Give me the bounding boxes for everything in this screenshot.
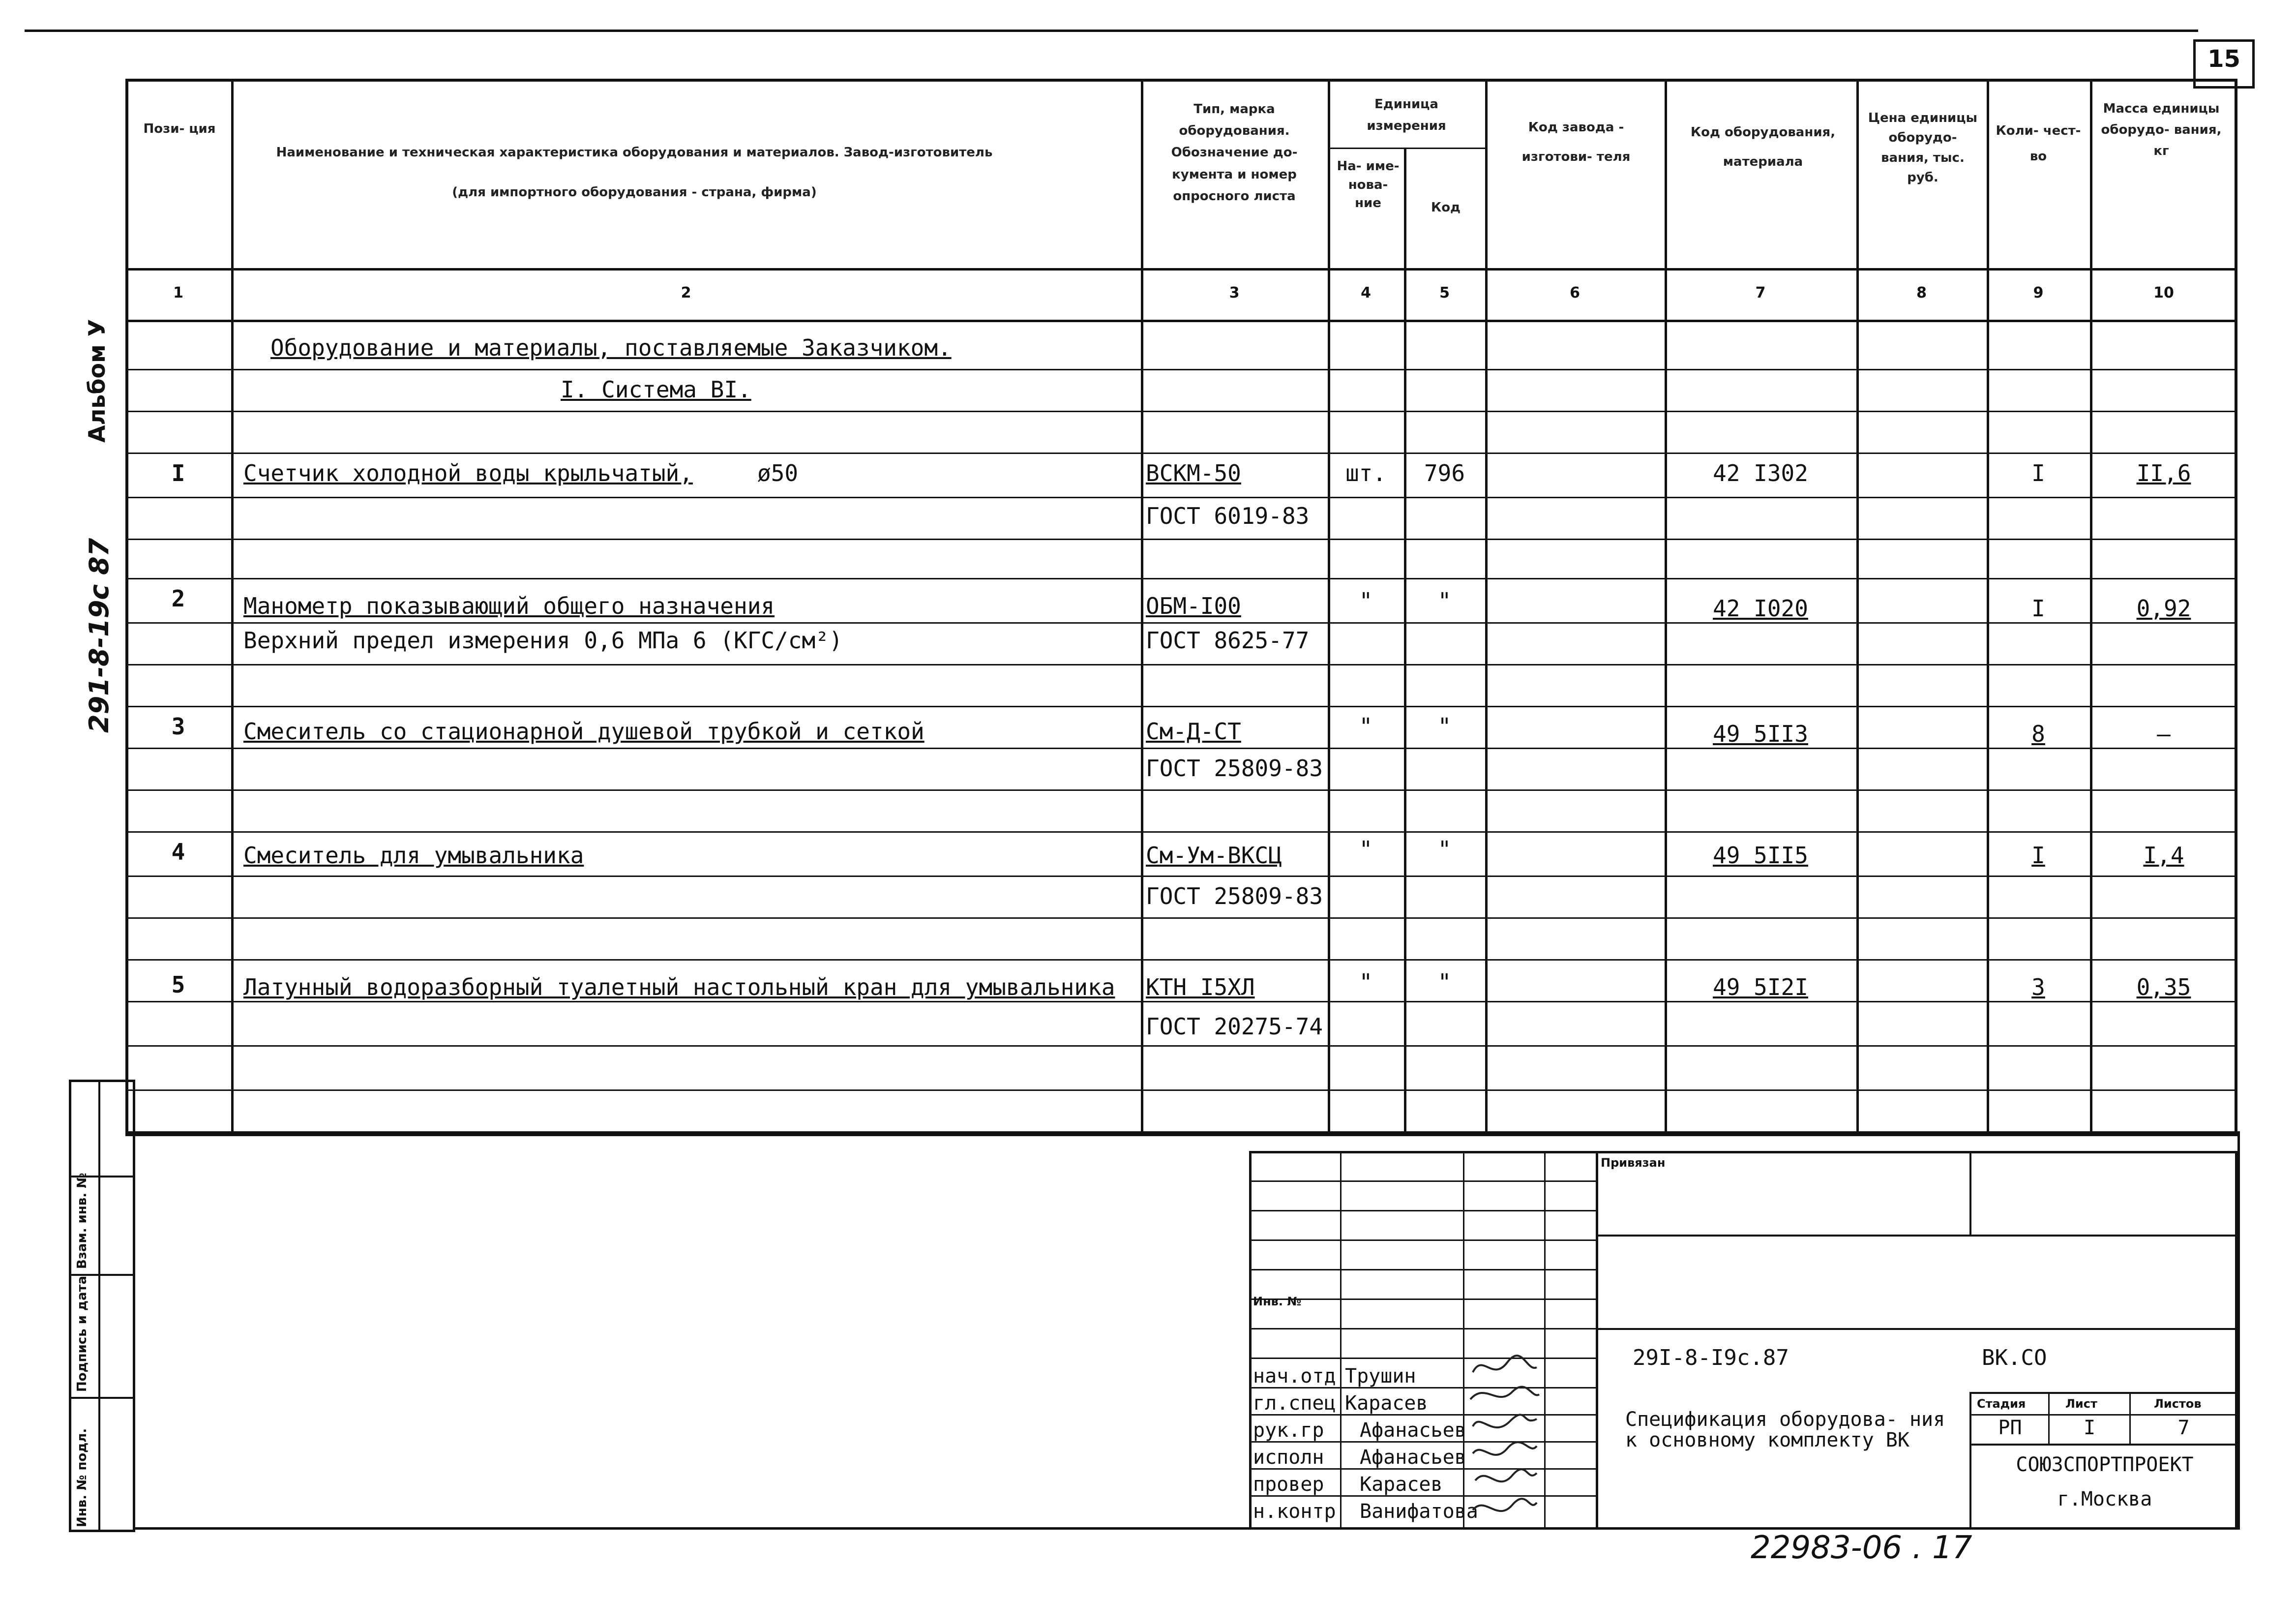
numbers-bottom <box>125 320 2237 322</box>
row-line <box>125 497 2237 498</box>
tb-line <box>1249 1210 1596 1211</box>
item-type: См-Д-СТ <box>1146 718 1241 745</box>
tb-line <box>1249 1328 1596 1329</box>
item-qty: I <box>2031 595 2045 622</box>
item-unit: " <box>1359 836 1373 863</box>
item-pos: 2 <box>171 585 185 612</box>
col-num-7: 7 <box>1755 284 1766 302</box>
tb-line <box>1969 1414 2237 1416</box>
stage-value: РП <box>1998 1417 2022 1439</box>
header-name: Наименование и техническая характеристика оборудования и материалов. Завод-изготовитель (для импортного оборудования - страна, фирма) <box>276 145 993 200</box>
signer-role: рук.гр <box>1253 1419 1324 1442</box>
item-unit: " <box>1359 969 1373 996</box>
row-line <box>125 789 2237 791</box>
item-type: ОБМ-I00 <box>1146 593 1241 619</box>
signer-role: нач.отд <box>1253 1365 1336 1388</box>
strip-line <box>98 1080 100 1532</box>
col-num-1: 1 <box>173 284 183 302</box>
tb-line <box>1969 1392 2237 1394</box>
header-unit-group: Единица измерения <box>1367 97 1446 134</box>
item-name: Счетчик холодной воды крыльчатый, <box>243 460 693 486</box>
signer-role: провер <box>1253 1473 1324 1496</box>
row-line <box>125 875 2237 877</box>
item-code: 49 5I2I <box>1713 974 1808 1000</box>
row-line <box>125 411 2237 412</box>
row-line <box>125 1001 2237 1002</box>
header-bottom <box>125 268 2237 271</box>
doc-title: Спецификация оборудова- ния к основному комплекту ВК <box>1625 1408 1945 1451</box>
header-unit-name: На- име- нова- ние <box>1337 159 1400 211</box>
item-gost: ГОСТ 6019-83 <box>1146 503 1310 529</box>
item-unit: " <box>1359 713 1373 740</box>
tb-line <box>1249 1239 1596 1241</box>
header-unit-code: Код <box>1431 200 1461 215</box>
col-num-4: 4 <box>1361 284 1371 302</box>
signer-name: Карасев <box>1360 1473 1443 1496</box>
row-line <box>125 664 2237 665</box>
strip-vzam-inv: Взам. инв. № <box>75 1173 89 1269</box>
signer-role: гл.спец <box>1253 1392 1336 1415</box>
item-unit-code: " <box>1437 969 1452 996</box>
tb-line <box>1596 1328 2237 1330</box>
col-num-2: 2 <box>681 284 691 302</box>
sheets-label: Листов <box>2154 1397 2202 1411</box>
item-qty: I <box>2031 460 2045 486</box>
item-type: КТН I5ХЛ <box>1146 974 1255 1000</box>
item-unit-code: 796 <box>1424 460 1465 486</box>
item-name: Смеситель для умывальника <box>243 842 584 869</box>
city: г.Москва <box>2057 1488 2152 1510</box>
signer-name: Афанасьев <box>1360 1446 1466 1469</box>
signature-scribbles <box>1463 1353 1547 1530</box>
row-line <box>125 1089 2237 1091</box>
strip-inv-podl: Инв. № подл. <box>75 1428 89 1527</box>
col-line <box>1856 79 1859 1134</box>
section-title: Оборудование и материалы, поставляемые Заказчиком. <box>270 334 952 361</box>
tb-line <box>1596 1235 2237 1237</box>
col-line <box>231 79 234 1134</box>
signer-name: Афанасьев <box>1360 1419 1466 1442</box>
tb-line <box>1340 1151 1342 1530</box>
header-equipment-code: Код оборудования, материала <box>1690 125 1836 169</box>
item-unit: " <box>1359 588 1373 614</box>
tb-line <box>1249 1269 1596 1270</box>
item-code: 42 I020 <box>1713 595 1808 622</box>
row-line <box>125 706 2237 707</box>
unit-subheader-line <box>1328 148 1485 149</box>
item-qty: 3 <box>2031 974 2045 1000</box>
doc-mark: ВК.СО <box>1982 1345 2047 1370</box>
col-num-8: 8 <box>1916 284 1927 302</box>
stage-label: Стадия <box>1977 1397 2026 1411</box>
col-num-3: 3 <box>1229 284 1240 302</box>
item-mass: I,4 <box>2143 842 2184 869</box>
album-code: 291-8-19с 87 <box>84 538 115 733</box>
item-name: Манометр показывающий общего назначения <box>243 593 775 619</box>
item-name: Латунный водоразборный туалетный настольный кран для умывальника <box>243 974 1115 1000</box>
inv-no-label: Инв. № <box>1253 1295 1302 1308</box>
col-num-5: 5 <box>1439 284 1450 302</box>
item-pos: I <box>171 460 185 486</box>
header-type: Тип, марка оборудования. Обозначение до- кумента и номер опросного листа <box>1171 102 1298 204</box>
row-line <box>125 917 2237 919</box>
item-mass: II,6 <box>2136 460 2191 486</box>
item-qty: I <box>2031 842 2045 869</box>
header-price: Цена единицы оборудо- вания, тыс. руб. <box>1868 111 1978 185</box>
tb-line <box>1596 1151 1598 1530</box>
item-name: Смеситель со стационарной душевой трубкой и сеткой <box>243 718 924 745</box>
signer-role: н.контр <box>1253 1500 1336 1523</box>
row-line <box>125 453 2237 454</box>
col-num-9: 9 <box>2033 284 2044 302</box>
strip-sign-date: Подпись и дата <box>75 1275 89 1392</box>
item-mass: 0,35 <box>2136 974 2191 1000</box>
item-type: ВСКМ-50 <box>1146 460 1241 486</box>
signer-name: Трушин <box>1345 1365 1416 1388</box>
organization: СОЮЗСПОРТПРОЕКТ <box>2016 1453 2194 1476</box>
item-gost: ГОСТ 25809-83 <box>1146 755 1323 782</box>
signer-name: Ванифатова <box>1360 1500 1478 1523</box>
item-qty: 8 <box>2031 721 2045 747</box>
row-line <box>125 622 2237 624</box>
item-unit-code: " <box>1437 713 1452 740</box>
header-pos: Пози- ция <box>143 121 216 136</box>
col-line <box>1485 79 1488 1134</box>
item-code: 49 5II5 <box>1713 842 1808 869</box>
item-unit: шт. <box>1345 460 1387 486</box>
sheet-label: Лист <box>2065 1397 2097 1411</box>
row-line <box>125 959 2237 961</box>
right-frame <box>2237 1131 2240 1530</box>
header-mass: Масса единицы оборудо- вания, кг <box>2101 101 2222 158</box>
system-title: I. Система BI. <box>561 376 751 403</box>
item-gost: ГОСТ 8625-77 <box>1146 627 1310 654</box>
item-name-line2: Верхний предел измерения 0,6 МПа 6 (КГС/см²) <box>243 627 843 654</box>
row-line <box>125 1045 2237 1047</box>
privyazan-label: Привязан <box>1601 1156 1666 1170</box>
item-gost: ГОСТ 25809-83 <box>1146 883 1323 909</box>
row-line <box>125 1131 2237 1134</box>
col-num-10: 10 <box>2153 284 2174 302</box>
row-line <box>125 831 2237 833</box>
item-gost: ГОСТ 20275-74 <box>1146 1013 1323 1040</box>
tb-line <box>1969 1392 1971 1530</box>
item-pos: 5 <box>171 971 185 998</box>
col-num-6: 6 <box>1570 284 1580 302</box>
tb-line <box>1969 1444 2237 1446</box>
signer-role: исполн <box>1253 1446 1324 1469</box>
tb-line <box>1249 1180 1596 1182</box>
header-factory-code: Код завода - изготови- теля <box>1521 120 1631 164</box>
item-code: 49 5II3 <box>1713 721 1808 747</box>
item-unit-code: " <box>1437 588 1452 614</box>
row-line <box>125 748 2237 749</box>
item-type: См-Ум-ВКСЦ <box>1146 842 1282 869</box>
tb-line <box>1969 1151 1971 1235</box>
col-line <box>1141 79 1143 1134</box>
doc-code: 29I-8-I9с.87 <box>1633 1345 1789 1370</box>
item-code: 42 I302 <box>1713 460 1808 486</box>
item-pos: 4 <box>171 839 185 865</box>
row-line <box>125 539 2237 540</box>
item-pos: 3 <box>171 713 185 740</box>
row-line <box>125 369 2237 370</box>
album-label: Альбом У <box>84 319 110 443</box>
item-unit-code: " <box>1437 836 1452 863</box>
sheets-value: 7 <box>2177 1417 2190 1439</box>
top-rule <box>25 30 2198 32</box>
item-diameter: ø50 <box>757 460 799 486</box>
row-line <box>125 578 2237 579</box>
signer-name: Карасев <box>1345 1392 1428 1415</box>
item-mass: – <box>2157 721 2171 747</box>
header-qty: Коли- чест- во <box>1996 123 2081 164</box>
sheet-value: I <box>2083 1417 2096 1439</box>
archive-number: 22983-06 . 17 <box>1751 1530 1972 1566</box>
item-mass: 0,92 <box>2136 595 2191 622</box>
page-number: 15 <box>2207 45 2240 73</box>
strip-line <box>69 1397 135 1399</box>
